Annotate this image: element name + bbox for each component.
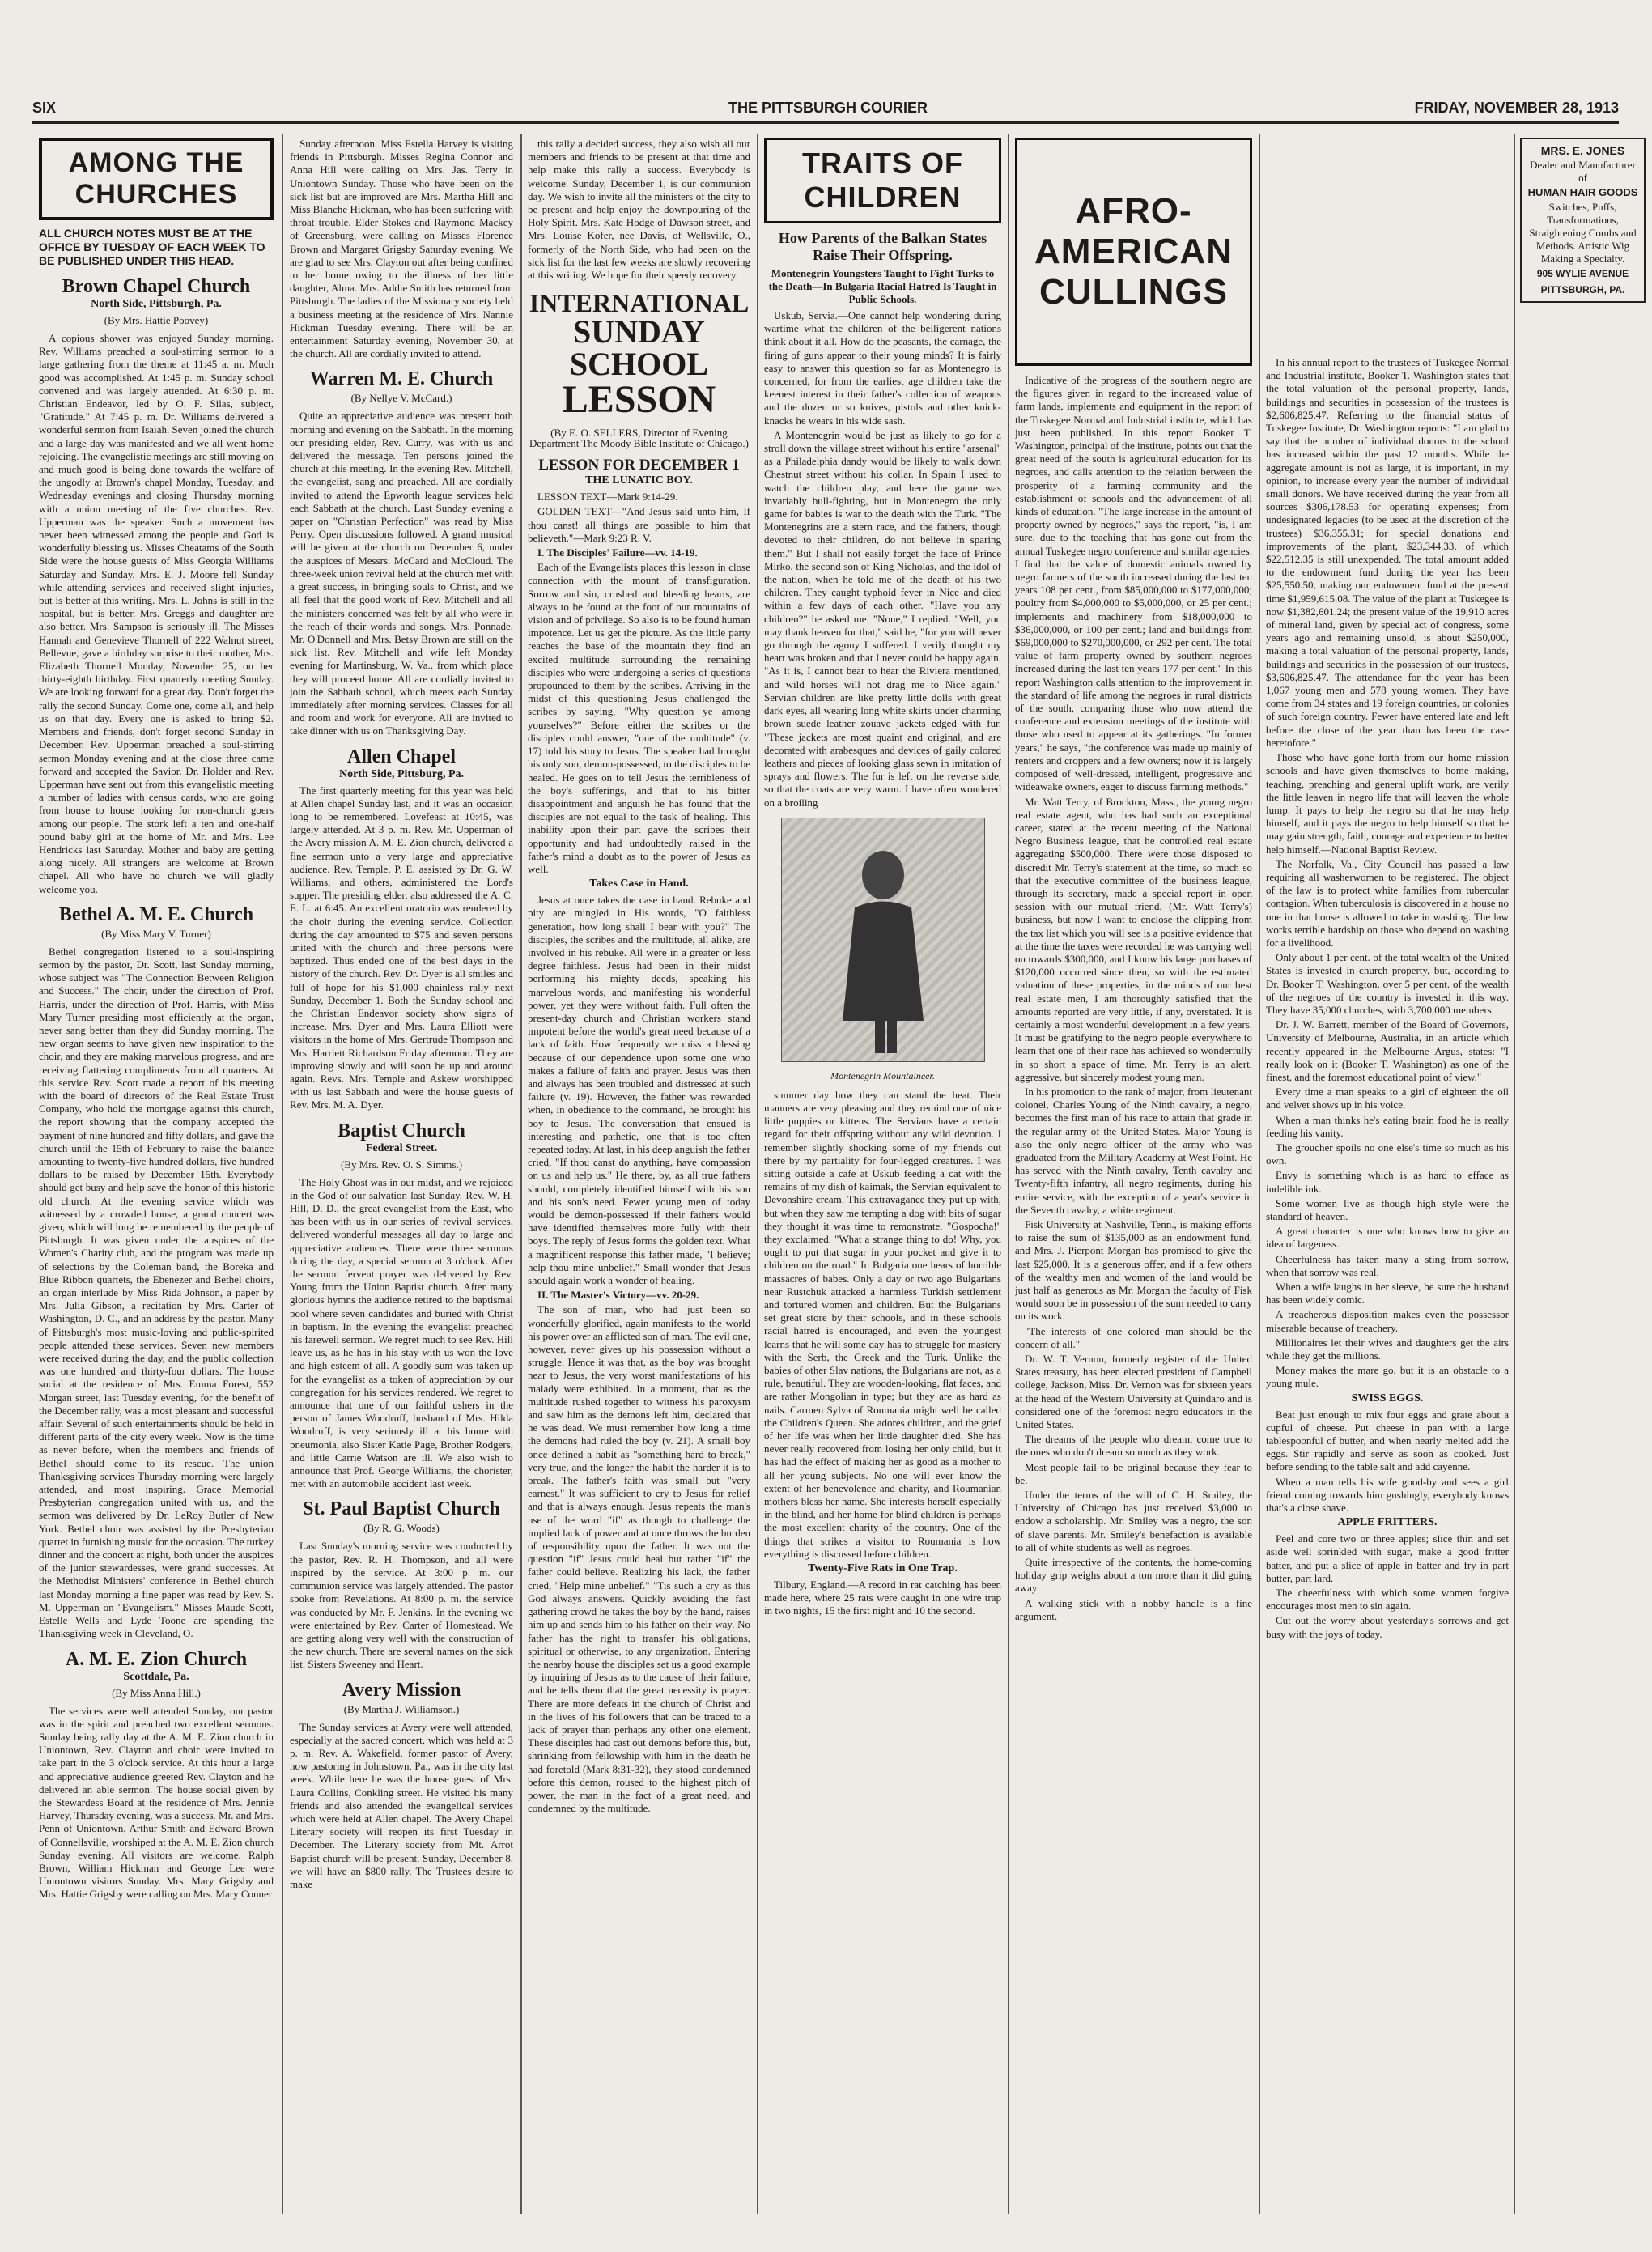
mountaineer-drawing xyxy=(782,818,984,1061)
cullings-c2h: The groucher spoils no one else's time so much as his own. xyxy=(1266,1141,1509,1167)
cullings-c2b: Those who have gone forth from our home mission schools and have given themselves to home making, teaching, preaching and general uplift work, are verily the little leaven in negro life that will leaven the whole lump. It pays to help the negro so that he may help himself, and it pays the negro to help himself so that he may gain strength, faith, courage and experience to better help himself.—National Baptist Review. xyxy=(1266,751,1509,856)
bethel-byline: (By Miss Mary V. Turner) xyxy=(101,927,211,940)
column-3 xyxy=(528,138,750,2218)
lesson-part-2: The son of man, who had just been so wonderfully glorified, again manifests to the world his power over an afflicted son of man. The evil one, however, never gives up his possession without a struggle. Hence it was that, as the boy was brought near to Jesus, the very worst manifestations of his malady were exhibited. In a moment, that as the multitude rushed together to witness his paroxysm and saw him as the demons left him, declared that he was dead. We must remember how long a time the demons had ruled the boy (v. 21). A small boy once defined a habit as "something hard to break," very true, and the longer the habit the harder it is to break. The father's faith was small but "very earnest." It was sufficient to cry to Jesus for relief and that is always enough. Jesus repeats the man's use of the word "if" as though to challenge the implied lack of power and at once throws the burden of responsibility upon the father. It was not the question "if" Jesus could heal but rather "if" the father could believe. Realizing his lack, the father cried, "Help mine unbelief." "Tis such a cry as this God always answers. Quickly avoiding the fast gathering crowd he takes the boy by the hand, raises him up and sends him to his father on their way. No father has the right to transfer his obligations, spiritual or otherwise, to any organization. Entering the nearby house the disciples set us a good example by inquiring of Jesus as to the cause of their failure, and he tells them that the great necessity is prayer. There are more defeats in the church of Christ and in the lives of his followers that can be traced to a lack of prayer than perhaps any other one element. These disciples had cast out demons before this, but, shrinking from fellowship with him in the death he had foretold (Mark 8:31-32), they stood condemned before this demon, roused to the highest pitch of power, the man in the fact of a great need, and condemned by the multitude. xyxy=(528,1303,750,1815)
avery-title: Avery Mission xyxy=(342,1679,461,1701)
avery-text: The Sunday services at Avery were well attended, especially at the sacred concert, which was held at 3 p. m. Rev. A. Wakefield, former pastor of Avery, now pastoring in Johnstown, Pa., was in the city last week. While here he was the house guest of Mrs. Laura Collins, Conkling street. He visited his many friends and also attended the evangelical services which were held at Allen chapel. The Avery Chapel Literary society will reopen its first Tuesday in December. The Literary society from Mt. Arrot Baptist church will be present. Sunday, December 8, we will have an $800 rally. The Trustees desire to make xyxy=(290,1720,513,1890)
lesson-part-1-head: I. The Disciples' Failure—vv. 14-19. xyxy=(537,546,698,559)
issue-date: FRIDAY, NOVEMBER 28, 1913 xyxy=(1414,100,1619,116)
column-rule xyxy=(520,134,522,2214)
column-4 xyxy=(764,138,1001,2218)
cullings-column-2 xyxy=(1266,356,1509,2218)
ame-zion-title: A. M. E. Zion Church xyxy=(65,1648,248,1670)
cullings-c2c: The Norfolk, Va., City Council has passed a law requiring all washerwomen to be registered. The object of the law is to protect white families from tubercular contagion. When tuberculosis is discovered in a house no one in that house is allowed to take in washing. The law works terrible hardship on those who depend on washing for a livelihood. xyxy=(1266,857,1509,949)
ame-zion-location: Scottdale, Pa. xyxy=(123,1670,189,1683)
jones-line1: Dealer and Manufacturer of xyxy=(1530,159,1636,184)
lesson-text-reference: LESSON TEXT—Mark 9:14-29. xyxy=(537,491,678,504)
cullings-c2j: Some women live as though high style were the standard of heaven. xyxy=(1266,1196,1509,1222)
cullings-c2m: When a wife laughs in her sleeve, be sure the husband has been widely comic. xyxy=(1266,1281,1509,1307)
cullings-c1j: Quite irrespective of the contents, the home-coming holiday grip weighs about a ton more than it did going away. xyxy=(1015,1556,1252,1595)
cullings-c1b: Mr. Watt Terry, of Brockton, Mass., the young negro real estate agent, who has had such an exceptional career, stated at the recent meeting of the National Negro Business league, that he controlled real estate aggregating $500,000. There were those disposed to discredit Mr. Terry's statement at the time, so much so that the executive committee of the business league, through its secretary, made a special report in open session with our mutual friend, (Mr. Watt Terry's) business, but now I want to enclose the clipping from the tax list which you will see is a positive evidence that at the time the taxes were recorded he was carrying well on towards $300,000, and I know his large purchases of $120,000 occurred since then, so with the estimated valuation of these properties, in the minds of our best real estate men, I am thoroughly satisfied that the amounts reported are very little, if any, overstated. It is certainly a most wonderful development in a few years. It must be gratifying to the negro people everywhere to learn that one of their race has achieved so wonderfully in so short a space of time. Mr. Terry is an alert, aggressive, but sincerely modest young man. xyxy=(1015,795,1252,1083)
cullings-c1d: Fisk University at Nashville, Tenn., is making efforts to raise the sum of $135,000 as an endowment fund, and Mrs. J. Pierpont Morgan has promised to give the last $25,000. It is a generous offer, and if a few others of the wealthy men and women of the land would be just half as generous as Mr. Morgan the faculty of Fisk would soon be in possession of the sum needed to carry on its work. xyxy=(1015,1218,1252,1323)
jones-line2: HUMAN HAIR GOODS xyxy=(1527,186,1638,198)
warren-byline: (By Nellye V. McCard.) xyxy=(350,392,452,405)
lesson-part-1b: Jesus at once takes the case in hand. Rebuke and pity are mingled in His words, "O faithless generation, how long shall I bear with you?" The disciples, the scribes and the multitude, all alike, are involved in his rebuke. All were in a greater or less degree faithless. Jesus had been in their midst performing his mighty deeds, speaking his marvelous words, and manifesting his wonderful power, yet they were without faith. Full often the present-day church and Christian workers stand impotent before the world's great need because of a lack of faith. How frequently we miss a blessing because of our dependence upon some one who makes a failure of faith and prayer. Jesus was then and always has been troubled and distressed at such failure (v. 19). However, the father was rewarded when, in obedience to the command, he brought his boy to Jesus. The conversation that ensued is interesting and pathetic, one that is too often repeated today. At last, in his deep anguish the father cried, "If thou canst do anything, have compassion on us and help us." He there, by, as all true fathers should, completely identified himself with his son and his son's need. Fewer young men of today would be demon-possessed if their fathers would have identified themselves more fully with their boys. The reply of Jesus forms the golden text. What a magnificent response this father made, "I believe; help thou mine unbelief." Small wonder that Jesus should again work a wonder of healing. xyxy=(528,894,750,1287)
avery-byline: (By Martha J. Williamson.) xyxy=(343,1702,460,1715)
baptist-title: Baptist Church xyxy=(338,1120,465,1141)
churches-notice: ALL CHURCH NOTES MUST BE AT THE OFFICE BY TUESDAY OF EACH WEEK TO BE PUBLISHED UNDER THIS HEAD. xyxy=(39,227,265,267)
traits-p2: A Montenegrin would be just as likely to go for a stroll down the village street without his entire "arsenal" as a Philadelphia dandy would be likely to walk down Chestnut street without his collar. In Spain I used to watch the children play, and here the game was invariably bull-fighting, but in Montenegro the only game for babies is war to the death with the Turk. "The Montenegrins are a stern race, and the fathers, though devoted to their children, do not believe in sparing them." But I shall not easily forget the face of Prince Mirko, the second son of King Nicholas, and the idol of the nation, when he told me of the death of his two children. They caught typhoid fever in Nice and died within a few days of each other. "Have you any children?" he asked me. "None," I replied. "Well, you may thank heaven for that," said he, "for you will never go through the agony I suffered. I verily thought my heart was broken and that I never could be happy again. "As it is, I cannot bear to hear the Riviera mentioned, and wild horses will not drag me to Nice again." Servian children are like pretty little dolls with great dark eyes, all wearing long white skirts under charming brown suede leather zouave jackets edged with fur. "These jackets are most quaint and original, and are decorated with arabesques and devices of gaily colored leathers and pieces of looking glass sewn in imitation of sprays and flowers. The fur is left on the reverse side, so that the coats are very warm. I have often wondered on a broiling xyxy=(764,428,1001,809)
bethel-title: Bethel A. M. E. Church xyxy=(58,903,254,925)
cullings-c2: In his annual report to the trustees of Tuskegee Normal and Industrial institute, Booker T. Washington states that the total valuation of the personal property, lands, buildings and securities in possession of the trustees is $2,606,825.47. Referring to the financial status of Tuskegee Institute, Dr. Washington reports: "I am glad to say that the number of individual donors to the school has increased within the past 12 months. While the aggregate amount is not as large, it is important, in my opinion, to increase every year the number of individual small donors. We have received during the year from all sources $306,178.53 for operating expenses; from undesignated legacies (to be used at the discretion of the trustees) $36,355.31; for special donations and improvements of the plant, $23,344.33, of which $22,512.35 is still unexpended. The total amount added to the endowment fund during the year has been $25,550.50, making our endowment fund at the present time $1,959,615.08. The value of the plant at Tuskegee is now $1,382,601.24; the present value of the 19,910 acres of mineral land, given by special act of congress, some years ago and remaining unsold, is about $250,000, making a total valuation of the personal property, lands, buildings and securities in the possession of our trustees, $3,606,825.47. The attendance for the year has been 1,067 young men and 578 young women. They have come from 34 states and 19 foreign countries, or colonies of such foreign country. Fewer have entered late and left before the close of the year than has been the case heretofore." xyxy=(1266,356,1509,749)
cullings-c1c: In his promotion to the rank of major, from lieutenant colonel, Charles Young of the Ninth cavalry, a negro, becomes the first man of his race to attain that grade in the regular army of the United States. Major Young is also the only negro officer of the army who was graduated from the Military Academy at West Point. He has served with the Ninth cavalry, Tenth cavalry and Twenty-fifth infantry, all negro regiments, during his entire service, with the exception of a year's service in the Seventh cavalry, a white regiment. xyxy=(1015,1085,1252,1216)
st-paul-byline: (By R. G. Woods) xyxy=(363,1522,440,1535)
column-rule xyxy=(1259,134,1260,2214)
masthead xyxy=(32,89,1619,124)
lesson-heading: LESSON FOR DECEMBER 1 xyxy=(538,457,740,474)
avery-continued-text: this rally a decided success, they also wish all our members and friends to be present at that time and help make this rally a success. Everybody is welcome. Sunday, December 1, is our communion day. We wish to invite all the ministers of the city to be present and help enjoy the downpouring of the Holy Spirit. Mrs. Kate Hodge of Dawson street, and Mrs. Louise Kofer, nee Davis, of Wellsville, O., formerly of the North Side, who had been on the sick list for the last few weeks are slowly recovering at this writing. We hope for their speedy recovery. xyxy=(528,138,750,282)
swiss-eggs-heading: SWISS EGGS. xyxy=(1351,1392,1424,1404)
rats-text: Tilbury, England.—A record in rat catching has been made here, where 25 rats were caught in one wire trap in two nights, 15 the first night and 10 the second. xyxy=(764,1579,1001,1617)
baptist-byline: (By Mrs. Rev. O. S. Simms.) xyxy=(340,1158,463,1171)
montenegrin-illustration xyxy=(781,818,985,1062)
cullings-c2q: When a man tells his wife good-by and sees a girl friend coming towards him gushingly, everybody knows that's a close shave. xyxy=(1266,1475,1509,1515)
cullings-c2s: Cut out the worry about yesterday's sorrows and get busy with the joys of today. xyxy=(1266,1614,1509,1640)
warren-text: Quite an appreciative audience was present both morning and evening on the Sabbath. In the morning our presiding elder, Rev. Curry, was with us and delivered the message. Ten persons joined the church at this meeting. In the evening Rev. Mitchell, the evangelist, sang and preached. All are cordially invited to attend the Epworth league services held each Sabbath at the church. Last Sunday evening a paper on "Christian Perfection" was read by Miss Perry. Open discussions followed. A grand musical will be given at the church on December 6, under the auspices of Messrs. McCard and McCloud. The three-week union revival held at the church met with a great success, in bringing souls to Christ, and we all feel that the good work of Rev. Mitchell and all the ministers concerned was felt by all who were in the reach of their words and songs. Mrs. Ponnade, Mr. O'Donnell and Mrs. Betsy Brown are still on the sick list. Rev. Mitchell and wife left Monday evening for Martinsburg, W. Va., from which place they will proceed home. All are cordially invited to join the Sabbath school, which meets each Sunday immediately after morning services. Classes for all and room and work for everyone. All are invited to take dinner with us on Thanksgiving Day. xyxy=(290,410,513,737)
cullings-c1: Indicative of the progress of the southern negro are the figures given in regard to the increased value of farm lands, implements and equipment in the report of the Tuskegee Normal and Industrial institute, which has just been published. In this report Booker T. Washington, principal of the institute, points out that the great need of the south is agricultural education for its negroes, and calls attention to the relation between the prosperity of a farming community and the establishment of schools and the advancement of all kinds of education. "The large increase in the amount of property owned by negroes," says the report, "is, I am sure, due to the teaching that has gone out from the annual Tuskegee negro conference and similar agencies. I find that the value of domestic animals owned by negro farmers of the south increased during the last ten years 108 per cent., from $85,000,000 to $177,000,000; poultry from $4,000,000 to $5,000,000, or 25 per cent.; implements and machinery from $18,000,000 to $36,000,000, or 100 per cent.; land and buildings from $69,000,000 to $270,000,000, or 292 per cent. The total value of farm property owned by southern negroes increased during the last ten years 177 per cent." In this report Washington calls attention to the improvement in the standard of life among the negroes in rural districts of the south, comparing those who now attend the conference and extension meetings of the institute with those who used to appear at its gatherings. "In former years," he says, "the conference was made up mainly of renters and croppers and a few owners; now it is largely composed of well-dressed, intelligent, progressive and wideawake owners, eager to discuss farming methods." xyxy=(1015,374,1252,793)
cullings-c1f: Dr. W. T. Vernon, formerly register of the United States treasury, has been elected president of Campbell college, Jackson, Miss. Dr. Vernon was for sixteen years at the head of the Western University at Quindaro and is considered one of the foremost negro educators in the United States. xyxy=(1015,1353,1252,1431)
cullings-c1i: Under the terms of the will of C. H. Smiley, the University of Chicago has just received $3,000 to endow a scholarship. Mr. Smiley was a negro, the son of slave parents. Mr. Smiley's benefaction is available to all of white students as well as negroes. xyxy=(1015,1489,1252,1553)
ads-column xyxy=(1520,138,1646,2218)
cullings-c2n: A treacherous disposition makes even the possessor miserable because of treachery. xyxy=(1266,1308,1509,1334)
column-2 xyxy=(290,138,513,2218)
jones-city: PITTSBURGH, PA. xyxy=(1540,284,1625,295)
column-1 xyxy=(39,138,274,2218)
baptist-text: The Holy Ghost was in our midst, and we rejoiced in the God of our salvation last Sunday. Rev. W. H. Hill, D. D., the great evangelist from the East, who has been with us in our series of revival services, delivered wonderful messages all day to large and appreciative audiences. There were three sermons during the day, a special sermon at 3 o'clock. After the sermon fervent prayer was delivered by Rev. Young from the Union Baptist church. After many glorious hymns the audience retired to the baptismal pool where seven candidates and buried with Christ in baptism. In the evening the evangelist preached his farewell sermon. We regret much to see Rev. Hill leave us, as he has in his stay with us won the love and high esteem of all. A goodly sum was taken up for the evangelist as a token of appreciation by our congregation for his services rendered. We regret to announce that one of our faithful ushers in the person of James Woodruff, husband of Mrs. Hilda Woodruff, is very seriously ill at his home with pneumonia, also Sister Katie Page, Brother Rodgers, and little Carrie Watson are ill. We also wish to announce that Prof. George Williams, the chorister, met with an automobile accident last week. xyxy=(290,1175,513,1490)
rats-heading: Twenty-Five Rats in One Trap. xyxy=(808,1562,958,1575)
traits-deck: Montenegrin Youngsters Taught to Fight Turks to the Death—In Bulgaria Racial Hatred Is Taught in Public Schools. xyxy=(768,267,997,305)
cullings-c1g: The dreams of the people who dream, come true to the ones who don't dream so much as they work. xyxy=(1015,1433,1252,1459)
cullings-c2f: Every time a man speaks to a girl of eighteen the oil and velvet shows up in his voice. xyxy=(1266,1086,1509,1111)
apple-fritters-text: Peel and core two or three apples; slice thin and set aside well sprinkled with sugar, make a good fritter batter, and put a slice of apple in batter and fry in part butter, part lard. xyxy=(1266,1532,1509,1584)
cullings-c2e: Dr. J. W. Barrett, member of the Board of Governors, University of Melbourne, Australia, in an article which recently appeared in the Melbourne Argus, states: "I really look on it (Booker T. Washington) as one of the finest, and the foremost educational point of view." xyxy=(1266,1018,1509,1083)
ame-zion-text: The services were well attended Sunday, our pastor was in the spirit and preached two excellent sermons. Sunday being rally day at the A. M. E. Zion church in Uniontown, Rev. Clayton and choir were invited to take part in the 3 o'clock service. At this hour a large and appreciative audience greeted Rev. Clayton and he delivered an able sermon. The house social given by the Stewardess Board at the residence of Mrs. Jennie Harvey, Thursday evening, was a success. Mr. and Mrs. Penn of Uniontown, Arthur Smith and Edward Brown of Connellsville, worshiped at the A. M. E. Zion church Sunday evening. All visitors are welcome. Ralph Brown, William Hickman and George Lee were Uniontown visitors Sunday. Mrs. Mary Grigsby and Mrs. Hattie Grigsby were calling on Mrs. Mary Conner xyxy=(39,1704,274,1901)
lesson-subheading: THE LUNATIC BOY. xyxy=(585,474,693,487)
cullings-c1k: A walking stick with a nobby handle is a fine argument. xyxy=(1015,1596,1252,1622)
st-paul-text: Last Sunday's morning service was conducted by the pastor, Rev. R. H. Thompson, and all were inspired by the service. At 3:00 p. m. our communion service was largely attended. The pastor spoke from Revelations. At 8:00 p. m. the service was conducted by Mr. F. Jenkins. In the evening we were entertained by Rev. Carter of Homestead. We are getting along very well with the construction of the new church. There are several names on the sick list. Sisters Sweeney and Heart. xyxy=(290,1540,513,1671)
lesson-part-1b-head: Takes Case in Hand. xyxy=(589,877,689,890)
cullings-c2p: Money makes the mare go, but it is an obstacle to a young mule. xyxy=(1266,1364,1509,1390)
traits-subtitle: How Parents of the Balkan States Raise Their Offspring. xyxy=(778,230,987,263)
column-rule xyxy=(282,134,283,2214)
ame-zion-byline: (By Miss Anna Hill.) xyxy=(112,1686,201,1699)
st-paul-title: St. Paul Baptist Church xyxy=(303,1498,500,1520)
traits-p3: summer day how they can stand the heat. Their manners are very pleasing and they remind one of nice little puppies or kittens. The Servians have a certain regard for their offspring without any wild devotion. I remember slightly shocking some of my friends out there by my partiality for four-legged creatures. I was sitting outside a cafe at Uskub feeding a cat with the remains of my dish of kaimak, the Servian equivalent to Devonshire cream. This extravagance they put up with, but when they saw me tempting a dog with bits of sugar they thought it was time to remonstrate. "Gospocha!" they exclaimed. "What a strange thing to do! Why, you ought to put that sugar in your pocket and give it to children on the road." In Bulgaria one hears of horrible massacres of babes. Only a day or two ago Bulgarians near Rustchuk attacked a harmless Turkish settlement and tortured women and children. But the Bulgarians set great store by their schools, and in these schools racial hatred is encouraged, and even the youngest learns that he will some day has to struggle for mastery with the Serb, the Greek and the Turk. Unlike the babies of other Slav nations, the Bulgarians are not, as a rule, beautiful. They are wooden-looking, flat faces, and are rather Mongolian in type; but they are as hard as nails. Carmen Sylva of Roumania might well be called the Children's Queen. She adores children, and the grief of her life was when her little daughter died. She has never really recovered from losing her only child, but it has had the effect of making her as good as a mother to all her young subjects. No one will ever know the extent of her benevolence and charity, and Roumanian mothers bless her name. She interests herself especially in the blind, and her home for blind children is perhaps the most excellent charity of the country. One of the things that strikes a visitor to Roumania is how everything is discussed before children. xyxy=(764,1088,1001,1560)
cullings-c1e: "The interests of one colored man should be the concern of all." xyxy=(1015,1324,1252,1350)
column-rule xyxy=(1008,134,1009,2214)
brown-chapel-text: A copious shower was enjoyed Sunday morning. Rev. Williams preached a soul-stirring sermon to a large gathering from the theme at 11:45 a. m. Much good was accomplished. At 1:45 p. m. Sunday school convened and was largely attended. At 6:30 p. m. Christian Endeavor, led by O. F. Silas, subject, "Gratitude." At 7:45 p. m. Dr. Williams delivered a wonderful sermon from Isaiah. Seven joined the church and a large day was manifested and we all went home rejoicing. The evangelistic meetings are still moving on and much good is being done towards the welfare of the ungodly at Brown's chapel Monday, Tuesday, and Wednesday evenings and closing Thursday morning with a union meeting of the five churches. Rev. Upperman was the speaker. Such a movement has never been witnessed among the people and God is wonderfully blessing us. Misses Cheatams of the South Side were the house guests of Miss Georgia Williams Saturday and Sunday. Mrs. E. J. Moore fell Sunday while attending services and received slight injuries, but is better at this writing. Mrs. L. Johns is still in the hospital, but is better. Mrs. Greggs and daughter are also better. Mrs. Sampson is seriously ill. The Misses Hannah and Genevieve Thornell of 222 Walnut street, Bellevue, gave a birthday surprise to their mother, Mrs. Elizabeth Thornell Monday, November 25, on her thirty-eighth birthday. First quarterly meeting Sunday. We are looking forward for a great day. Don't forget the rally the second Sunday. Come one, come all, and help us on that day. Every one is asked to bring $2. Members and friends, don't forget second Sunday in December. Rev. Upperman preached a soul-stirring sermon Monday evening and at the close three came forward and accepted the Savior. Dr. Holder and Rev. Upperman have sent out from this evangelistic meeting a number of ladies with census cards, who are going from house to house looking for non-church goers among our people. The stork left a ten and one-half pound baby girl at the home of Mr. and Mrs. Lee Hendricks last Saturday. Mother and baby are getting along nicely. All strangers are welcome at Brown chapel. All who have no church we will gladly welcome you. xyxy=(39,332,274,895)
lesson-banner-line: LESSON xyxy=(562,378,716,422)
lesson-part-2-head: II. The Master's Victory—vv. 20-29. xyxy=(537,1289,699,1302)
cullings-c2l: Cheerfulness has taken many a sting from sorrow, when that sorrow was real. xyxy=(1266,1252,1509,1278)
illustration-caption: Montenegrin Mountaineer. xyxy=(830,1069,935,1081)
paper-name: THE PITTSBURGH COURIER xyxy=(728,100,928,116)
cullings-c2g: When a man thinks he's eating brain food he is really feeding his vanity. xyxy=(1266,1113,1509,1139)
traits-p1: Uskub, Servia.—One cannot help wondering during wartime what the children of the belligerent nations think about it all. How do the peasants, the carnage, the firing of guns appear to their young minds? It is fairly easy to answer this question so far as Montenegro is concerned, for from the earliest age children take the keenest interest in their father's collection of weapons and the dozen or so knives, pistols and other knick-knacks he wears in his wide sash. xyxy=(764,309,1001,427)
cullings-c2k: A great character is one who knows how to give an idea of largeness. xyxy=(1266,1225,1509,1251)
traits-banner: TRAITS OF CHILDREN xyxy=(764,138,1001,223)
brown-chapel-title: Brown Chapel Church xyxy=(62,276,251,297)
lesson-banner-line: INTERNATIONAL xyxy=(529,288,750,318)
lesson-part-1: Each of the Evangelists places this lesson in close connection with the mount of transfiguration. Sorrow and sin, crushed and bleeding hearts, are always to be found at the foot of our mountains of vision and of privilege. So also is to be found human impotence. Let us get the picture. As the little party reaches the base of the mountain they find an excited multitude surrounding the remaining disciples who were undergoing a series of questions propounded to them by the scribes. Arriving in the midst of this questioning Jesus challenged the scribes by saying, "Why question ye among yourselves?" Before either the scribes or the disciples could answer, "one of the multitude" (v. 17) told his story to Jesus. The speaker had brought his only son, demon-possessed, to the disciples to be healed. He goes on to tell Jesus the terribleness of the boy's sufferings, and that to his bitter disappointment and anguish he has found that the disciples are not equal to the task of healing. This inability upon their part gave the scribes their opportunity and had undoubtedly raised in the father's mind a doubt as to the power of Jesus as well. xyxy=(528,561,750,875)
cullings-c2o: Millionaires let their wives and daughters get the airs while they get the millions. xyxy=(1266,1336,1509,1362)
apple-fritters-heading: APPLE FRITTERS. xyxy=(1337,1516,1438,1529)
lesson-golden-text: GOLDEN TEXT—"And Jesus said unto him, If thou canst! all things are possible to him that believeth."—Mark 9:23 R. V. xyxy=(528,505,750,544)
cullings-c2i: Envy is something which is as hard to efface as indelible ink. xyxy=(1266,1169,1509,1195)
jones-ad xyxy=(1520,138,1646,303)
jones-name: MRS. E. JONES xyxy=(1540,144,1625,157)
column-rule xyxy=(1514,134,1515,2214)
cullings-c1h: Most people fail to be original because they fear to be. xyxy=(1015,1460,1252,1486)
allen-text: The first quarterly meeting for this year was held at Allen chapel Sunday last, and it was an occasion long to be remembered. Lovefeast at 10:45, was largely attended. At 3 p. m. Rev. Mr. Upperman of the Avery mission A. M. E. Zion church, delivered a fine sermon unto a very large and appreciative audience. Rev. Temple, P. E. assisted by Dr. G. W. Williams, and others, administered the Lord's supper. The presiding elder, also addressed the A. C. E. L. at 6:45. An excellent oratorio was rendered by the choir during the evening service. Collection during the day amounted to $75 and seven persons united with the church and three persons were baptized. Thus ended one of the best days in the history of the church. Rev. Dr. Dyer is all smiles and full of hope for his $1,000 chainless rally next Sunday, December 1. Both the Sunday school and the Christian Endeavor society show signs of increase. Mrs. Dyer and Mrs. Laura Elliott were visitors in the home of Mrs. Gertrude Thompson and Mrs. Harriett Richardson Friday afternoon. They are improving slowly and will soon be up and around again. Revs. Mrs. Temple and Askew worshipped with us last Sabbath and were the house guests of Rev. Mrs. M. A. Dyer. xyxy=(290,784,513,1111)
jones-line3: Switches, Puffs, Transformations, Straightening Combs and Methods. Artistic Wig Making a Specialty. xyxy=(1529,201,1637,265)
page-number: SIX xyxy=(32,100,57,116)
allen-title: Allen Chapel xyxy=(346,746,456,767)
brown-chapel-byline: (By Mrs. Hattie Poovey) xyxy=(104,314,209,326)
zion-continued-text: Sunday afternoon. Miss Estella Harvey is visiting friends in Pittsburgh. Misses Regina Connor and Anna Hill were calling on Mrs. Jas. Terry in Uniontown Sunday. Those who have been on the sick list but are improved are Mrs. Martha Hill and Miss Blanche Hickman, who has been suffering with throat trouble. Elder Stokes and Raymond Mackey of Greensburg, were calling on Misses Florence Brown and Margaret Grigsby Saturday evening. We are glad to see Mrs. Clayton out after being confined to her home owing to the illness of her little daughter, Alma. Mrs. Addie Smith has returned from Pittsburgh. The ladies of the Missionary society held a business meeting at the residence of Mrs. Nannie Hickman Tuesday evening. There will be an entertainment Saturday evening, November 30, at the church. All are cordially invited to attend. xyxy=(290,138,513,360)
jones-address: 905 WYLIE AVENUE xyxy=(1536,268,1629,279)
swiss-eggs-text: Beat just enough to mix four eggs and grate about a cupful of cheese. Put cheese in pan with a large tablespoonful of butter, and when nearly melted add the eggs. Stir rapidly and serve as soon as cooked. Just before sending to the table salt and add cayenne. xyxy=(1266,1408,1509,1473)
lesson-banner-line: SUNDAY SCHOOL xyxy=(569,313,709,383)
cullings-banner: AFRO-AMERICAN CULLINGS xyxy=(1015,138,1252,366)
brown-chapel-location: North Side, Pittsburgh, Pa. xyxy=(91,298,222,310)
bethel-text: Bethel congregation listened to a soul-inspiring sermon by the pastor, Dr. Scott, last Sunday morning, whose subject was "The Connection Between Religion and Success." The choir, under the direction of Prof. Harris, under the direction of Prof. Harris, with Miss Mary Turner presiding most efficiently at the organ, never sang better than they did Sunday morning. The new organ seems to have given new inspiration to the choir, and they are making marvelous progress, and are receiving flattering compliments from all quarters. At this service Rev. Scott made a report of his meeting with the board of directors of the Real Estate Trust Company, who hold the mortgage against this church, the report showing that the company accepted the payment of nine hundred and fifty dollars, and gave the church until the 15th of February to raise the balance amounting to twenty-five hundred dollars, five hundred dollars to be raised by December 15th. Everybody should get busy and help save the honor of this historic old church. At the evening service which was witnessed by a crowded house, a grand concert was given, which will long be remembered by the people of Pittsburgh. It was given under the auspices of the Women's Charity club, and the program was made up of selections by the Coleman band, the Boreka and Blue Ribbon quartets, the Ebenezer and Bethel choirs, an organ interlude by Miss Rida Johnson, a paper by Mrs. Julia Gibson, a recitation by Mrs. Carter of Washington, D. C., and an address by the pastor. Many of Pittsburgh's most music-loving and public-spirited people attended these services. Seven new members were received during the day, and the public collection was one hundred and thirty-four dollars. The house social at the residence of Mrs. Emma Forest, 552 Morgan street, last Tuesday evening, for the benefit of the December rally, was a most pleasant and successful affair. Several of such entertainments should be held in different parts of the city every week. Now is the time as never before, when the members and friends of Bethel should come to its rescue. The union Thanksgiving services Thursday morning were largely attended, and most inspiring. Grace Memorial Presbyterian congregation united with us, and the sermon was delivered by Dr. LeRoy Butler of New York. Bethel choir was assisted by the Presbyterian quartet in furnishing music for the occasion. The turkey dinner and the concert at night, both under the auspices of the junior stewardesses, were grand successes. At the Methodist Ministers' conference in Bethel church last Monday morning a fine paper was read by Rev. S. M. Upperman on "Evangelism." Misses Maude Scott, Estelle Wells and Lyde Toone are spending the Thanksgiving week in Cleveland, O. xyxy=(39,945,274,1640)
baptist-location: Federal Street. xyxy=(365,1141,438,1154)
allen-location: North Side, Pittsburg, Pa. xyxy=(339,767,464,780)
lesson-byline: (By E. O. SELLERS, Director of Evening Department The Moody Bible Institute of Chicago.) xyxy=(529,427,749,450)
lesson-banner xyxy=(528,288,750,422)
cullings-c2r: The cheerfulness with which some women forgive encourages most men to sin again. xyxy=(1266,1587,1509,1613)
cullings-c2d: Only about 1 per cent. of the total wealth of the United States is invested in church property, but, according to Dr. Booker T. Washington, over 5 per cent. of the wealth of the negroes of the country is invested in this way. They have 35,000 churches, with 3,700,000 members. xyxy=(1266,951,1509,1016)
warren-title: Warren M. E. Church xyxy=(309,368,494,390)
churches-banner: AMONG THE CHURCHES xyxy=(39,138,274,220)
column-rule xyxy=(757,134,758,2214)
column-5 xyxy=(1015,138,1252,2218)
